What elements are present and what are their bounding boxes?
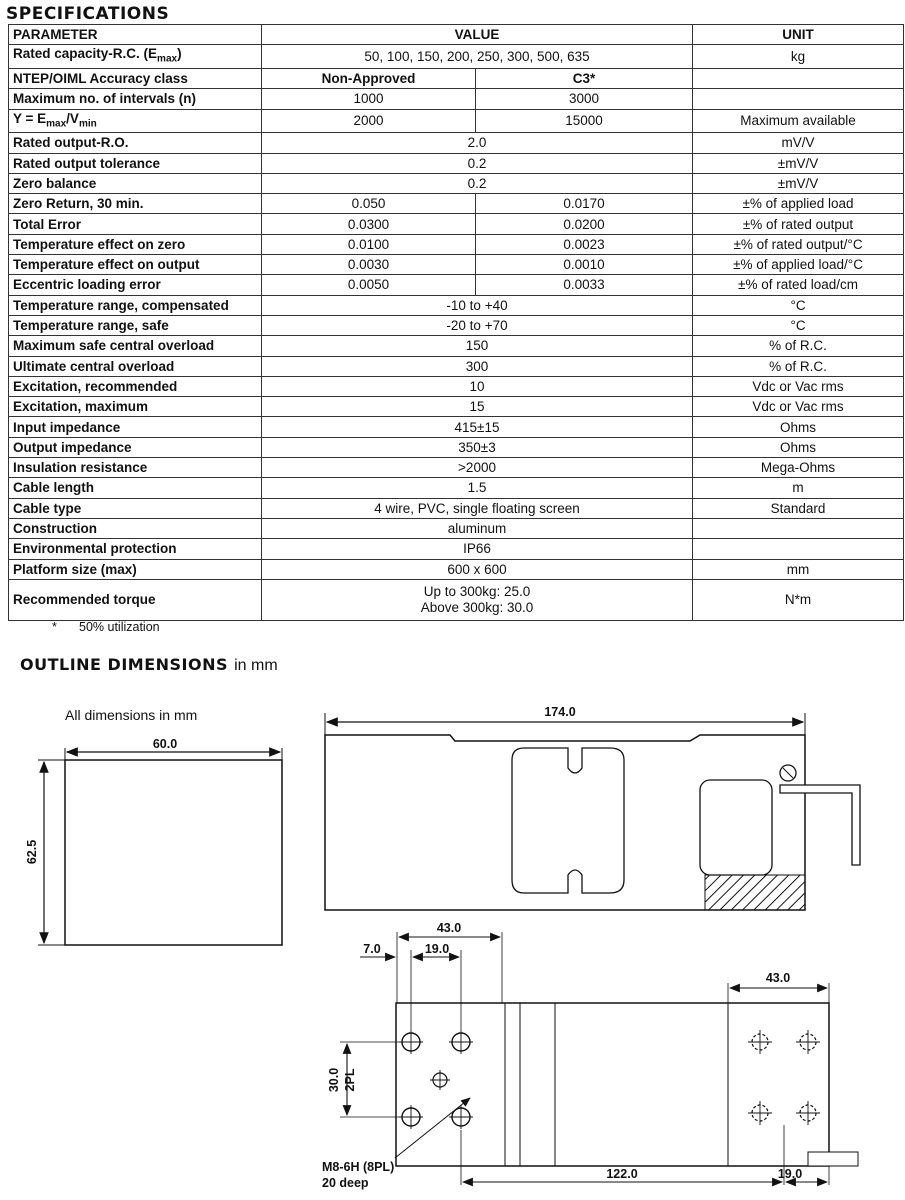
row-value: IP66 (262, 539, 693, 559)
row-unit: °C (693, 315, 904, 335)
row-value: aluminum (262, 518, 693, 538)
row-param: Cable type (9, 498, 262, 518)
header-unit: UNIT (693, 25, 904, 45)
end-view-body (65, 760, 282, 945)
torque-value-line-2: Above 300kg: 30.0 (420, 599, 534, 615)
row-param: Platform size (max) (9, 559, 262, 579)
row-param: Recommended torque (9, 579, 262, 620)
dim-122-label: 122.0 (606, 1167, 638, 1181)
row-unit: Mega-Ohms (693, 458, 904, 478)
row-unit: Vdc or Vac rms (693, 376, 904, 396)
row-value: >2000 (262, 458, 693, 478)
row-value: 1.5 (262, 478, 693, 498)
row-unit: ±% of rated output/°C (693, 234, 904, 254)
row-value: 10 (262, 376, 693, 396)
row-unit: N*m (693, 579, 904, 620)
header-parameter: PARAMETER (9, 25, 262, 45)
row-param: Temperature effect on zero (9, 234, 262, 254)
row-param: Temperature effect on output (9, 255, 262, 275)
row-unit: Maximum available (693, 109, 904, 133)
footnote-text: 50% utilization (79, 620, 160, 634)
side-view (325, 705, 860, 910)
row-unit: m (693, 478, 904, 498)
row-value-2: 3000 (476, 89, 693, 109)
dim-19-right-label: 19.0 (777, 1167, 803, 1181)
dimensions-note: All dimensions in mm (65, 707, 198, 723)
row-value-1: 0.0100 (262, 234, 476, 254)
row-param: Zero balance (9, 173, 262, 193)
row-param: Output impedance (9, 437, 262, 457)
header-value: VALUE (262, 25, 693, 45)
row-value: 300 (262, 356, 693, 376)
row-param: Construction (9, 518, 262, 538)
row-param: Eccentric loading error (9, 275, 262, 295)
specifications-heading: SPECIFICATIONS (6, 4, 170, 24)
dim-30-label: 30.0 (327, 1067, 341, 1093)
row-param: Temperature range, safe (9, 315, 262, 335)
dim-19-left-label: 19.0 (424, 942, 450, 956)
row-value: 4 wire, PVC, single floating screen (262, 498, 693, 518)
row-param: Total Error (9, 214, 262, 234)
footnote-mark: * (52, 620, 57, 634)
dim-7-label: 7.0 (363, 942, 381, 956)
row-param: Insulation resistance (9, 458, 262, 478)
thread-depth-label: 20 deep (322, 1176, 369, 1190)
row-param: Cable length (9, 478, 262, 498)
row-param: Rated output tolerance (9, 153, 262, 173)
row-param: Excitation, recommended (9, 376, 262, 396)
dim-2pl-label: 2PL (343, 1068, 357, 1092)
row-unit: ±% of applied load (693, 194, 904, 214)
row-param: Rated output-R.O. (9, 133, 262, 153)
row-param: Maximum no. of intervals (n) (9, 89, 262, 109)
row-value-1: 0.0050 (262, 275, 476, 295)
row-value: 15 (262, 397, 693, 417)
row-value-2: 0.0033 (476, 275, 693, 295)
end-view (25, 737, 282, 945)
row-param: Temperature range, compensated (9, 295, 262, 315)
row-param: Input impedance (9, 417, 262, 437)
row-param: Environmental protection (9, 539, 262, 559)
row-value-1: 0.0030 (262, 255, 476, 275)
row-value: 350±3 (262, 437, 693, 457)
row-value-2: 0.0010 (476, 255, 693, 275)
row-value: 600 x 600 (262, 559, 693, 579)
row-param: $Y = E_{max}/V_{min}$ (9, 109, 262, 133)
dim-holes-left-label: 43.0 (436, 921, 462, 935)
row-unit: kg (693, 45, 904, 69)
row-value: -20 to +70 (262, 315, 693, 335)
row-value: 415±15 (262, 417, 693, 437)
row-param: Ultimate central overload (9, 356, 262, 376)
row-unit: mm (693, 559, 904, 579)
row-value-2: 0.0200 (476, 214, 693, 234)
row-unit: ±mV/V (693, 173, 904, 193)
row-unit: % of R.C. (693, 356, 904, 376)
row-value-1: 0.050 (262, 194, 476, 214)
dim-holes-right-label: 43.0 (765, 971, 791, 985)
dim-length-label: 174.0 (544, 705, 576, 719)
row-param: Excitation, maximum (9, 397, 262, 417)
row-unit: Vdc or Vac rms (693, 397, 904, 417)
row-value-2: 0.0023 (476, 234, 693, 254)
row-value-2: 0.0170 (476, 194, 693, 214)
row-unit: Standard (693, 498, 904, 518)
top-view (322, 921, 858, 1190)
row-unit: % of R.C. (693, 336, 904, 356)
row-param: Maximum safe central overload (9, 336, 262, 356)
row-value-2: 15000 (476, 109, 693, 133)
thread-label: M8-6H (8PL) (322, 1160, 395, 1174)
dim-width-label: 60.0 (152, 737, 178, 751)
row-param: NTEP/OIML Accuracy class (9, 68, 262, 88)
row-unit: ±% of rated output (693, 214, 904, 234)
hatched-section (705, 875, 805, 910)
row-value-2: C3* (476, 68, 693, 88)
row-value-1: 2000 (262, 109, 476, 133)
row-unit: ±mV/V (693, 153, 904, 173)
row-value-1: Non-Approved (262, 68, 476, 88)
row-value: 50, 100, 150, 200, 250, 300, 500, 635 (262, 45, 693, 69)
row-unit: mV/V (693, 133, 904, 153)
row-unit: ±% of applied load/°C (693, 255, 904, 275)
row-param: Zero Return, 30 min. (9, 194, 262, 214)
torque-value-line-1: Up to 300kg: 25.0 (423, 583, 531, 599)
row-value: -10 to +40 (262, 295, 693, 315)
row-value-1: 1000 (262, 89, 476, 109)
row-unit: ±% of rated load/cm (693, 275, 904, 295)
outline-title: OUTLINE DIMENSIONS (20, 655, 229, 674)
row-unit: Ohms (693, 437, 904, 457)
row-value: 150 (262, 336, 693, 356)
row-unit: Ohms (693, 417, 904, 437)
end-tab (808, 1152, 858, 1166)
row-param: Rated capacity-R.C. $(E_{max})$ (9, 45, 262, 69)
row-value: 0.2 (262, 173, 693, 193)
row-value-1: 0.0300 (262, 214, 476, 234)
outline-unit: in mm (234, 657, 278, 674)
row-value: 0.2 (262, 153, 693, 173)
dim-height-label: 62.5 (25, 839, 39, 865)
row-value: 2.0 (262, 133, 693, 153)
row-unit: °C (693, 295, 904, 315)
